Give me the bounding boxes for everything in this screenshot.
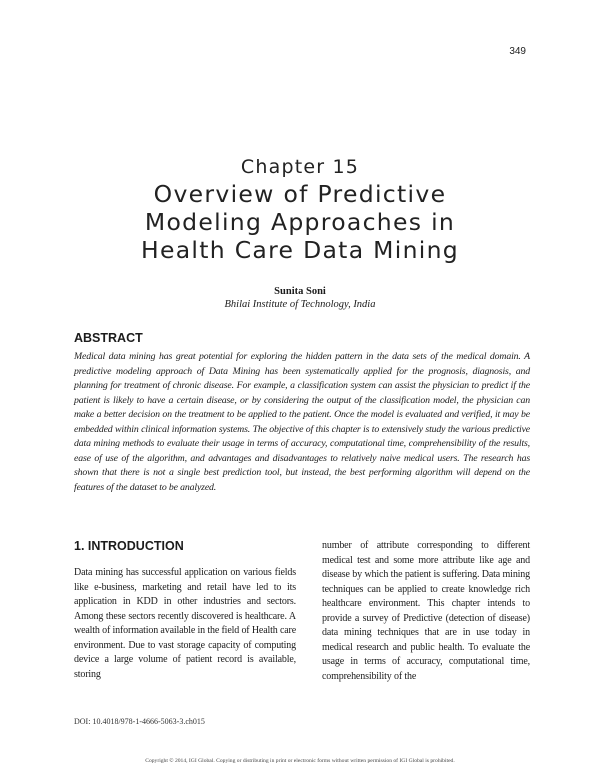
introduction-left-column: Data mining has successful application on various fields like e-business, marketing and retail have led to its application in KDD in other industries and sectors. Among these sectors recently discovered is healthcare. A wealth of information available in the field of Health care environment. Due to vast storage capacity of computing device a large volume of patient record is available, storing	[74, 567, 296, 680]
introduction-right-column: number of attribute corresponding to different medical test and some more attribute like age and disease by which the patient is suffering. Data mining techniques can be applied to create knowledge rich healthcare environment. This chapter intends to provide a survey of Predictive (detection of disease) data mining techniques that are in use today in medical research and public health. To evaluate the usage in terms of accuracy, computational time, comprehensibility of the	[322, 540, 530, 682]
author-affiliation: Bhilai Institute of Technology, India	[224, 299, 376, 310]
title-line: Health Care Data Mining	[140, 236, 460, 264]
introduction-heading: 1. INTRODUCTION	[74, 539, 184, 553]
doi-line: DOI: 10.4018/978-1-4666-5063-3.ch015	[74, 717, 205, 726]
chapter-title	[60, 180, 540, 264]
title-line: Overview of Predictive	[153, 180, 447, 208]
author-name: Sunita Soni	[274, 286, 326, 297]
title-line: Modeling Approaches in	[144, 208, 456, 236]
page-number: 349	[509, 46, 526, 57]
copyright-footer: Copyright © 2014, IGI Global. Copying or distributing in print or electronic forms without written permission of IGI Global is prohibited.	[145, 758, 455, 764]
abstract-text: Medical data mining has great potential for exploring the hidden pattern in the data sets of the medical domain. A predictive modeling approach of Data Mining has been systematically applied for the prognosis, diagnosis, and planning for treatment of chronic disease. For example, a classification system can assist the physician to predict if the patient is likely to have a certain disease, or by considering the output of the classification model, the physician can make a better decision on the treatment to be applied to the patient. Once the model is evaluated and verified, it may be embedded within clinical information systems. The objective of this chapter is to extensively study the various predictive data mining methods to evaluate their usage in terms of accuracy, computational time, comprehensibility of the results, ease of use of the algorithm, and advantages and disadvantages to relatively naive medical users. The research has shown that there is not a single best prediction tool, but instead, the best performing algorithm will depend on the features of the dataset to be analyzed.	[74, 351, 530, 493]
abstract-heading: ABSTRACT	[74, 331, 143, 345]
chapter-label: Chapter 15	[240, 156, 360, 178]
